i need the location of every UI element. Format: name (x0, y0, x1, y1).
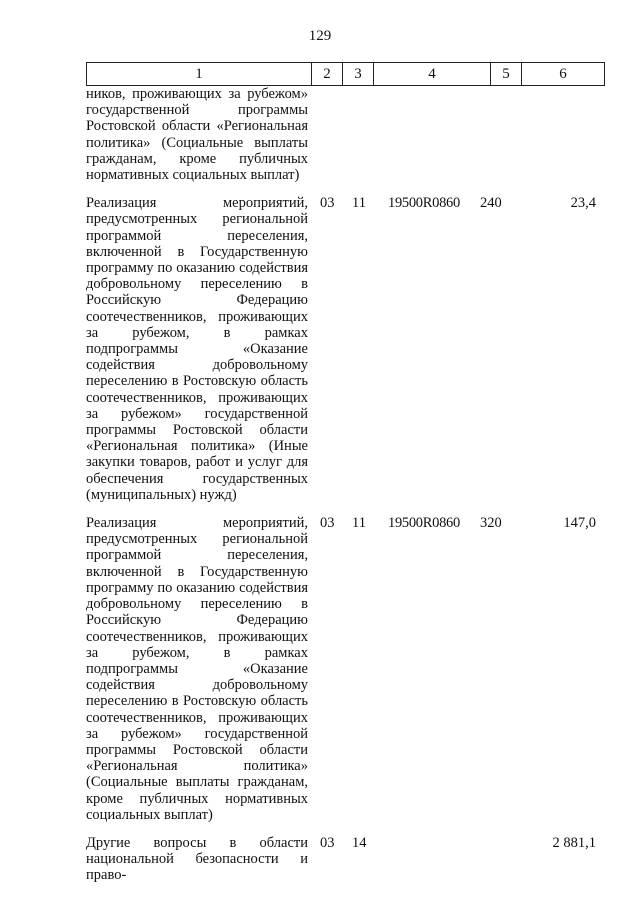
table-row (86, 195, 600, 503)
row-expense-type: 240 (480, 195, 502, 212)
row-amount: 23,4 (570, 195, 596, 212)
row-amount: 2 881,1 (552, 834, 596, 851)
row-subsection-code: 14 (352, 834, 367, 851)
row-amount: 147,0 (563, 515, 596, 532)
budget-table-body (86, 86, 600, 896)
page-number: 129 (308, 28, 332, 44)
row-target-article: 19500R0860 (388, 515, 460, 532)
row-description: Реализация мероприятий, предусмотренных региональной программой переселения, включенной в Государственную программу по оказанию содействия добровольному переселению в Российскую Федерацию соотечественников, проживающих за рубежом, в рамках подпрограммы «Оказание содействия добровольному переселению в Ростовскую область соотечественников, проживающих за рубежом» государственной программы Ростовской области «Региональная политика» (Социальные выплаты гражданам, кроме публичных нормативных социальных выплат) (86, 515, 308, 823)
row-description: Другие вопросы в области национальной безопасности и право- (86, 834, 308, 884)
row-expense-type: 320 (480, 515, 502, 532)
column-header-5: 5 (491, 63, 522, 86)
column-header-row (87, 63, 605, 86)
row-subsection-code: 11 (352, 515, 366, 532)
column-header-table (86, 62, 605, 86)
row-description: Реализация мероприятий, предусмотренных региональной программой переселения, включенной в Государственную программу по оказанию содействия добровольному переселению в Российскую Федерацию соотечественников, проживающих за рубежом, в рамках подпрограммы «Оказание содействия добровольному переселению в Ростовскую область соотечественников, проживающих за рубежом» государственной программы Ростовской области «Региональная политика» (Иные закупки товаров, работ и услуг для обеспечения государственных (муниципальных) нужд) (86, 195, 308, 503)
row-description: ников, проживающих за рубежом» государственной программы Ростовской области «Региональная политика» (Социальные выплаты гражданам, кроме публичных нормативных социальных выплат) (86, 86, 308, 184)
table-row (86, 515, 600, 823)
column-header-1: 1 (87, 63, 312, 86)
row-target-article: 19500R0860 (388, 195, 460, 212)
column-header-6: 6 (522, 63, 605, 86)
column-header-3: 3 (343, 63, 374, 86)
column-header-4: 4 (374, 63, 491, 86)
table-row (86, 86, 600, 183)
row-section-code: 03 (320, 195, 335, 212)
table-row (86, 835, 600, 884)
row-section-code: 03 (320, 515, 335, 532)
row-subsection-code: 11 (352, 195, 366, 212)
row-section-code: 03 (320, 834, 335, 851)
column-header-2: 2 (312, 63, 343, 86)
